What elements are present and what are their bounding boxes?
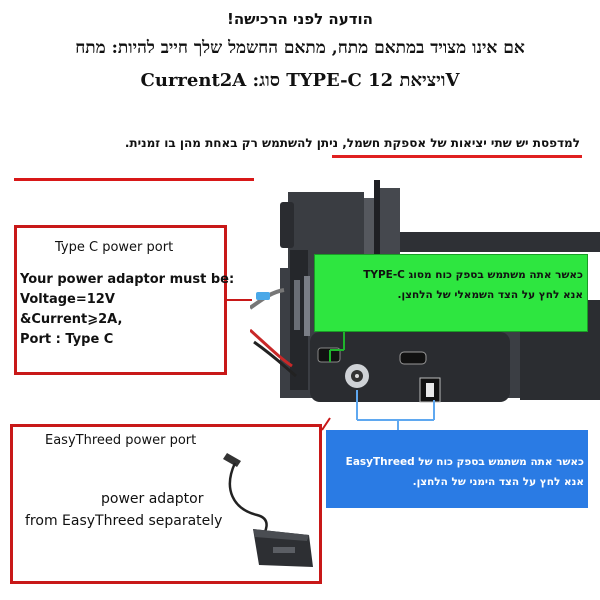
typec-req-line: Voltage=12V [20, 292, 115, 307]
adaptor-caption-line-2: from EasyThreed separately [25, 513, 223, 529]
typec-requirements [20, 270, 235, 350]
typec-callout-line-1: כאשר אתה משתמש בספק כוח מסוג TYPE-C [363, 269, 583, 281]
typec-req-line: &Current⩾2A, [20, 312, 123, 327]
power-adaptor-icon [213, 449, 321, 579]
easythreed-callout-line-2: אנא לחץ על הצד הימני של הלחצן. [412, 476, 584, 488]
note-underline [332, 155, 582, 158]
easythreed-callout-line-1: כאשר אתה משתמש בספק כוח של EasyThreed [345, 456, 584, 468]
typec-box-title: Type C power port [55, 240, 174, 255]
typec-callout-line-2: אנא לחץ על הצד השמאלי של הלחצן. [397, 289, 583, 301]
typec-req-line: Your power adaptor must be: [20, 272, 235, 287]
adaptor-caption-line-1: power adaptor [101, 491, 204, 507]
left-divider-line [14, 178, 254, 181]
easythreed-usage-callout [326, 430, 588, 508]
typec-usage-callout [314, 254, 588, 332]
notice-requirement-line-2: Current2A :סוג TYPE-C ויציאת 12V [140, 70, 460, 91]
notice-requirement-line-1: אם אינו מצויד במתאם מתח, מתאם החשמל שלך חייב להיות: מתח [75, 38, 525, 58]
typec-req-line: Port : Type C [20, 332, 114, 347]
notice-title: הודעה לפני הרכישה! [227, 10, 373, 28]
typec-power-port-box [14, 225, 235, 375]
printer-power-note: למדפסת יש שתי יציאות של אספקת חשמל, ניתן להשתמש רק באחת מהן בו זמנית. [124, 136, 580, 150]
easythreed-box-title: EasyThreed power port [45, 433, 197, 448]
easythreed-power-port-box [10, 424, 322, 584]
